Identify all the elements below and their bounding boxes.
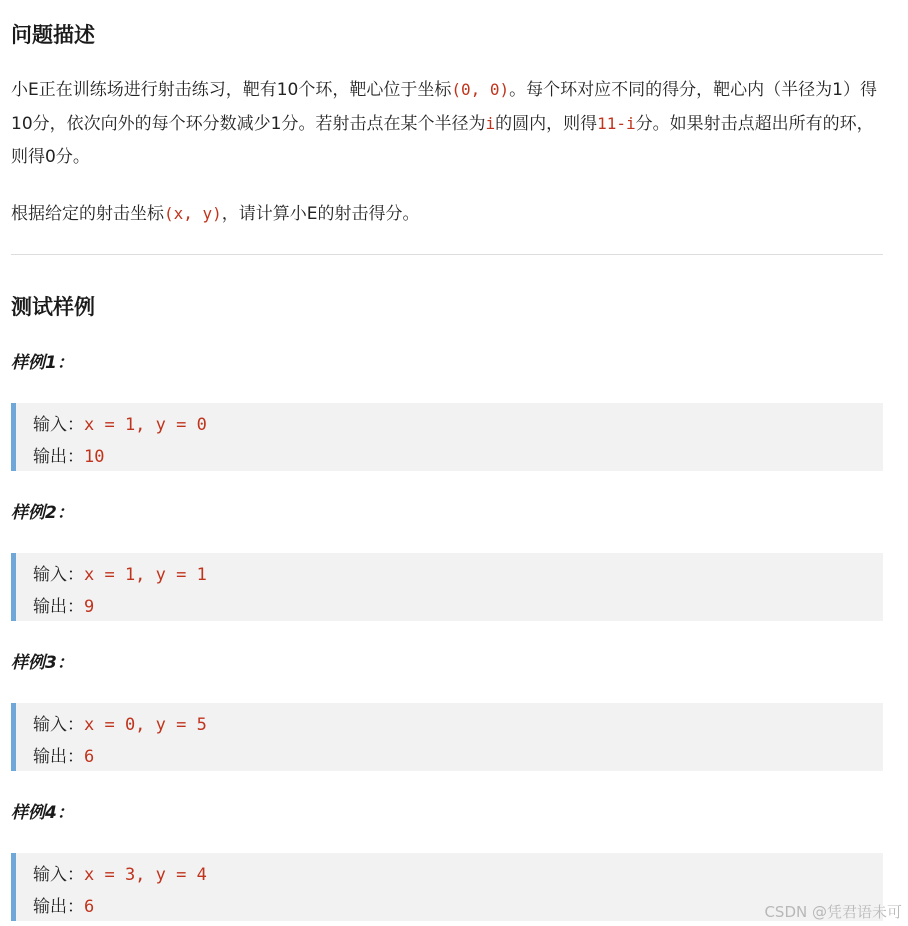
sample-block [11, 403, 883, 471]
sample-output: 6 [84, 897, 95, 917]
sample-input-line [33, 559, 883, 591]
sample-input-line [33, 859, 883, 891]
inline-code: i [485, 114, 496, 133]
sample-title: 样例4： [11, 803, 74, 823]
sample-block [11, 703, 883, 771]
sample-output-line [33, 891, 883, 923]
tests-heading: 测试样例 [11, 295, 95, 319]
section-divider [11, 254, 883, 255]
text-run: 的圆内，则得 [495, 114, 598, 134]
sample-title: 样例1： [11, 353, 74, 373]
task-statement [11, 197, 883, 231]
sample-block [11, 553, 883, 621]
output-label: 输出： [33, 597, 84, 617]
input-label: 输入： [33, 865, 84, 885]
sample-output-line [33, 591, 883, 623]
problem-description [11, 73, 883, 174]
text-run: ，请计算小E的射击得分。 [221, 204, 420, 224]
csdn-watermark: CSDN @凭君语未可 [764, 903, 902, 921]
text-run: 小E正在训练场进行射击练习，靶有10个环，靶心位于坐标 [11, 80, 452, 100]
sample-title: 样例3： [11, 653, 74, 673]
sample-title: 样例2： [11, 503, 74, 523]
sample-block [11, 853, 883, 921]
sample-output: 9 [84, 597, 95, 617]
sample-output-line [33, 441, 883, 473]
problem-heading: 问题描述 [11, 23, 95, 47]
sample-input: x = 1, y = 1 [84, 565, 207, 585]
inline-code: (x, y) [164, 204, 222, 223]
output-label: 输出： [33, 447, 84, 467]
text-run: 分。如果射击点超出所有的环，则得0分。 [11, 114, 874, 167]
sample-output: 6 [84, 747, 95, 767]
inline-code: (0, 0) [451, 80, 510, 99]
sample-input: x = 0, y = 5 [84, 715, 207, 735]
text-run: 根据给定的射击坐标 [11, 204, 164, 224]
sample-input: x = 1, y = 0 [84, 415, 207, 435]
text-run: 。每个环对应不同的得分，靶心内（半径为1）得10分，依次向外的每个环分数减少1分。若射击点在某个半径为 [11, 80, 877, 134]
sample-output: 10 [84, 447, 105, 467]
input-label: 输入： [33, 415, 84, 435]
sample-input-line [33, 409, 883, 441]
input-label: 输入： [33, 715, 84, 735]
sample-output-line [33, 741, 883, 773]
output-label: 输出： [33, 897, 84, 917]
inline-code: 11-i [597, 114, 636, 133]
sample-input-line [33, 709, 883, 741]
output-label: 输出： [33, 747, 84, 767]
sample-input: x = 3, y = 4 [84, 865, 207, 885]
input-label: 输入： [33, 565, 84, 585]
